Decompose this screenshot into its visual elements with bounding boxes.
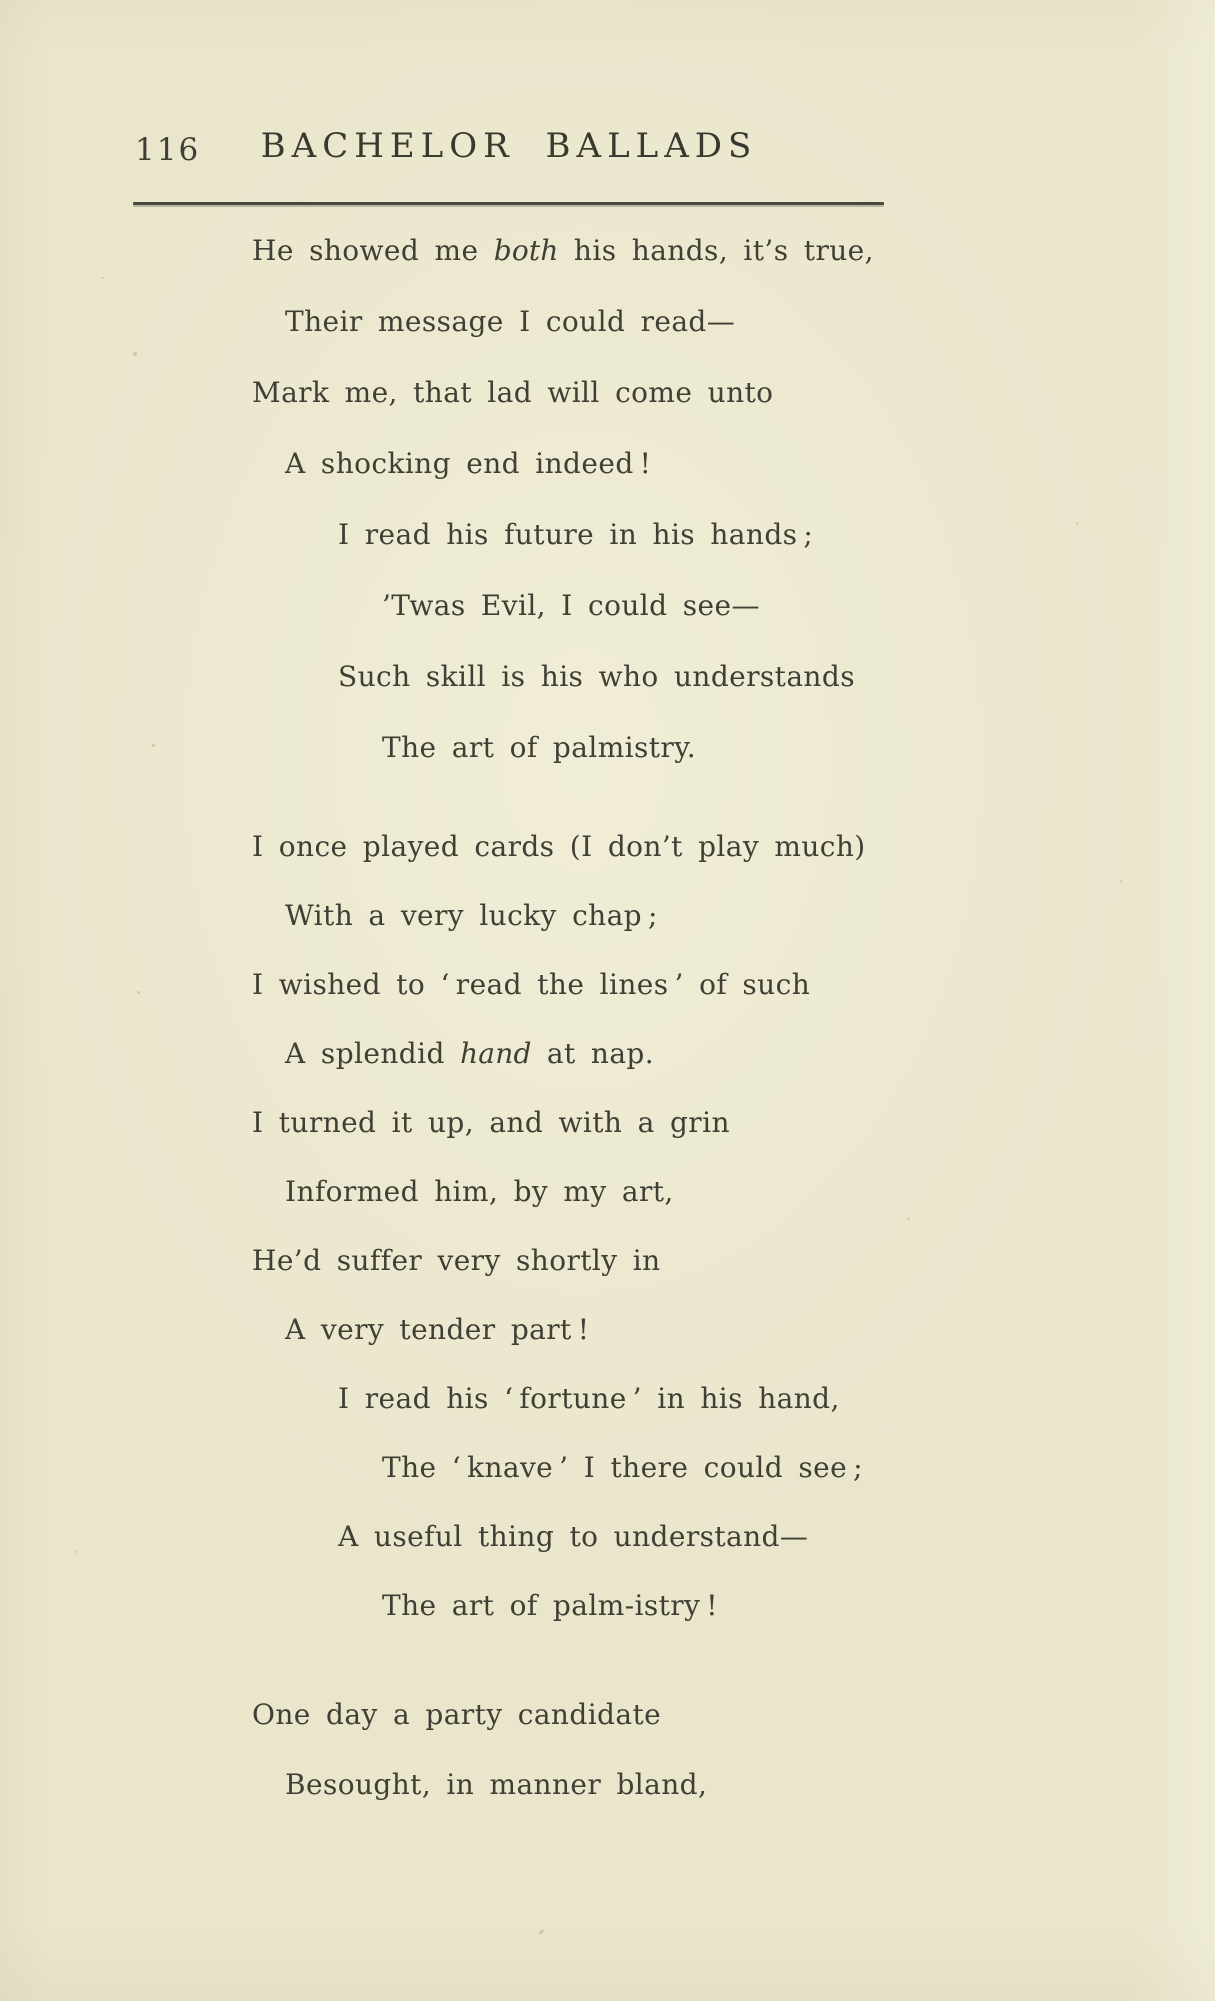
poem-line: I wished to ‘ read the lines ’ of such (252, 968, 811, 1001)
paper-speck (133, 352, 137, 356)
poem-line: A shocking end indeed ! (285, 447, 652, 480)
page-header (133, 126, 885, 176)
paper-speck (152, 744, 155, 747)
poem-line: The art of palmistry. (382, 731, 697, 764)
paper-speck (75, 1550, 78, 1553)
stanza (252, 215, 874, 783)
poem-line: With a very lucky chap ; (285, 899, 658, 932)
poem-line: I read his ‘ fortune ’ in his hand, (338, 1382, 840, 1415)
paper-speck (101, 277, 104, 279)
poem-line: Mark me, that lad will come unto (252, 376, 774, 409)
poem-line: I read his future in his hands ; (338, 518, 814, 551)
poem-line: Informed him, by my art, (285, 1175, 674, 1208)
stanza (252, 812, 874, 1640)
poem-line: I once played cards (I don’t play much) (252, 830, 866, 863)
poem-line: One day a party candidate (252, 1698, 662, 1731)
italic-text: both (493, 234, 559, 267)
paper-speck (137, 991, 140, 994)
poem-line: He’d suffer very shortly in (252, 1244, 661, 1277)
header-rule (133, 202, 884, 205)
poem-line: The ‘ knave ’ I there could see ; (382, 1451, 863, 1484)
paper-speck (907, 1217, 910, 1220)
paper-speck (539, 1929, 545, 1936)
poem-line: ’Twas Evil, I could see— (382, 589, 760, 622)
paper-speck (1120, 880, 1123, 883)
poem-line: Besought, in manner bland, (285, 1768, 708, 1801)
poem-line: He showed me both his hands, it’s true, (252, 234, 874, 267)
poem-line: A splendid hand at nap. (285, 1037, 655, 1070)
running-head: BACHELOR BALLADS (260, 126, 758, 166)
poem-line: The art of palm-istry ! (382, 1589, 718, 1622)
paper-speck (1076, 522, 1079, 525)
poem-line: I turned it up, and with a grin (252, 1106, 730, 1139)
stanza (252, 1680, 874, 1820)
poem-line: A very tender part ! (285, 1313, 590, 1346)
page-number: 116 (135, 132, 201, 168)
poem-line: A useful thing to understand— (338, 1520, 809, 1553)
italic-text: hand (460, 1037, 532, 1070)
poem-line: Their message I could read— (285, 305, 736, 338)
poem-line: Such skill is his who understands (338, 660, 855, 693)
poem (252, 215, 874, 1820)
